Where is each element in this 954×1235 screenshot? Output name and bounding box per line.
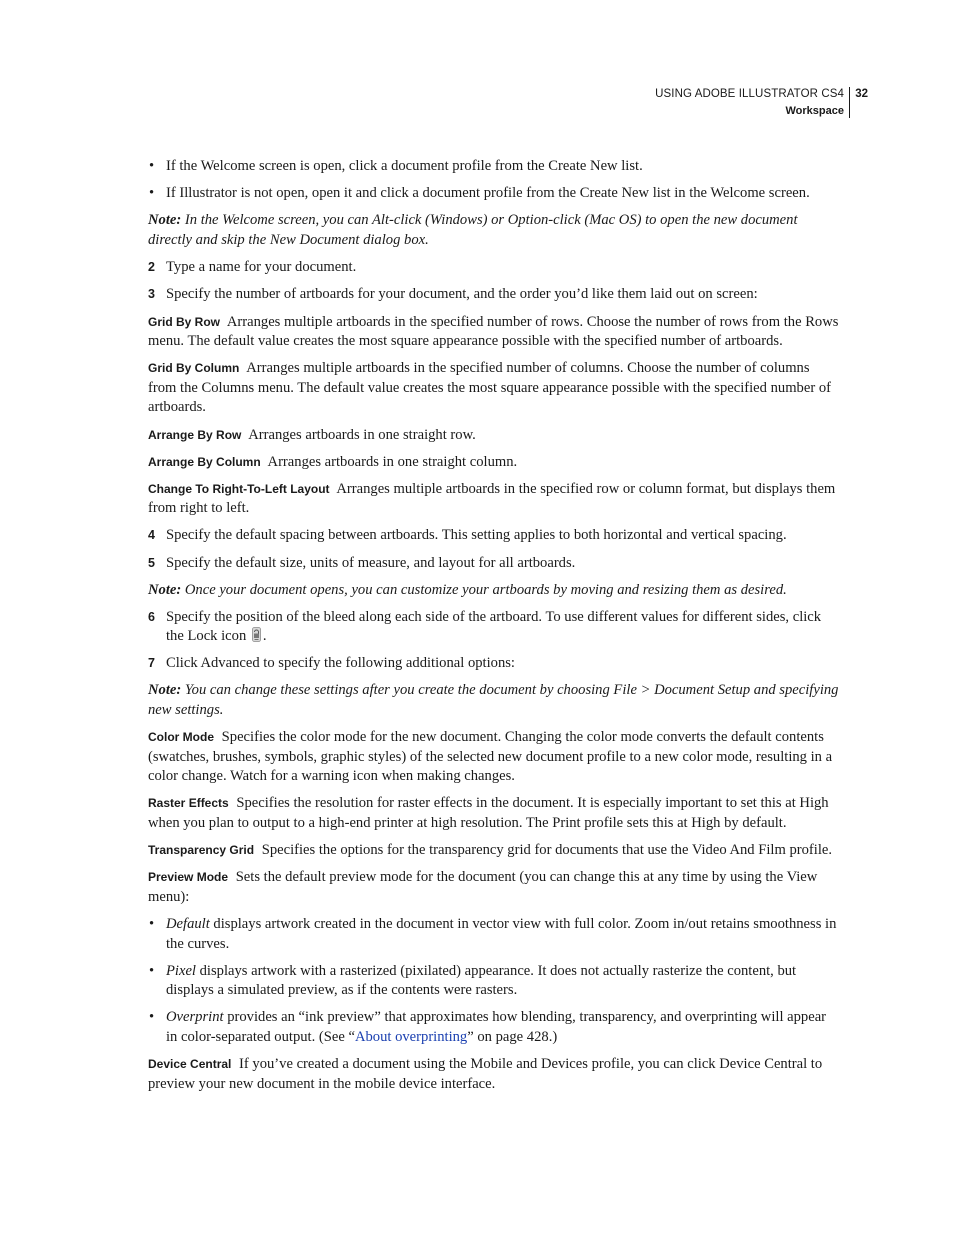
bullet-mark: • xyxy=(149,158,155,174)
option-transparency-grid xyxy=(148,841,840,861)
list-item xyxy=(148,157,840,177)
note-text: In the Welcome screen, you can Alt-click (Windows) or Option-click (Mac OS) to open the new document directly and skip the New Document dialog box. xyxy=(148,212,798,248)
page-body xyxy=(148,157,840,1102)
bullet-text-end: ” on page 428.) xyxy=(467,1028,558,1045)
option-text: Specifies the color mode for the new document. Changing the color mode converts the default contents (swatches, brushes, symbols, graphic styles) of the selected new document profile to a new color mode, resulting in a color change. Watch for a warning icon when making changes. xyxy=(148,729,833,785)
option-text: If you’ve created a document using the Mobile and Devices profile, you can click Device Central to preview your new document in the mobile device interface. xyxy=(148,1055,823,1092)
option-term: Preview Mode xyxy=(148,870,229,885)
step-6 xyxy=(148,608,840,647)
step-number: 7 xyxy=(148,656,155,671)
option-term: Change To Right-To-Left Layout xyxy=(148,481,330,496)
option-term: Grid By Column xyxy=(148,361,240,376)
note-text: Once your document opens, you can customize your artboards by moving and resizing them as desired. xyxy=(184,581,787,598)
step-number: 2 xyxy=(148,260,155,275)
bullet-mark: • xyxy=(149,1009,155,1026)
option-term: Transparency Grid xyxy=(148,843,255,858)
about-overprinting-link[interactable]: About overprinting xyxy=(354,1028,468,1045)
list-item xyxy=(148,1008,840,1047)
option-term: Arrange By Column xyxy=(148,454,261,469)
option-term: Grid By Row xyxy=(148,314,221,329)
option-preview-mode xyxy=(148,868,840,907)
note-label: Note: xyxy=(148,682,182,699)
step-3 xyxy=(148,285,840,305)
header-divider xyxy=(849,87,850,118)
bullet-mark: • xyxy=(149,915,155,932)
step-number: 3 xyxy=(148,287,155,302)
step-4 xyxy=(148,526,840,546)
option-right-to-left xyxy=(148,480,840,519)
step-5 xyxy=(148,554,840,574)
option-text: Specifies the options for the transparency grid for documents that use the Video And Film profile. xyxy=(261,842,833,859)
bullet-mark: • xyxy=(149,962,155,979)
step-text-end: . xyxy=(262,628,267,645)
step-text: Specify the default spacing between artboards. This setting applies to both horizontal and vertical spacing. xyxy=(166,527,787,544)
list-item xyxy=(148,184,840,204)
option-grid-by-column xyxy=(148,359,840,418)
step-text: Specify the number of artboards for your document, and the order you’d like them laid out on screen: xyxy=(166,286,758,303)
option-arrange-by-row xyxy=(148,426,840,446)
step-number: 4 xyxy=(148,528,155,543)
note-label: Note: xyxy=(148,212,182,229)
option-text: Arranges artboards in one straight column. xyxy=(267,453,518,470)
doc-title: USING ADOBE ILLUSTRATOR CS4 xyxy=(655,88,844,100)
note-label: Note: xyxy=(148,581,182,598)
option-text: Specifies the resolution for raster effects in the document. It is especially important to set this at High when you plan to output to a high-end printer at high resolution. The Print profile sets this at High by default. xyxy=(148,795,829,832)
step-text: Specify the position of the bleed along each side of the artboard. To use different values for different sides, click the Lock icon xyxy=(166,608,822,645)
option-term: Raster Effects xyxy=(148,796,229,811)
note-artboards xyxy=(148,581,840,601)
list-item xyxy=(148,962,840,1001)
note-welcome xyxy=(148,211,840,250)
lock-icon xyxy=(252,627,261,642)
option-device-central xyxy=(148,1055,840,1094)
bullet-text: If the Welcome screen is open, click a document profile from the Create New list. xyxy=(166,158,643,174)
option-term: Arrange By Row xyxy=(148,427,242,442)
option-term: Color Mode xyxy=(148,730,214,745)
bullet-text: displays artwork created in the document in vector view with full color. Zoom in/out retains smoothness in the curves. xyxy=(166,915,837,952)
note-text: You can change these settings after you create the document by choosing File > Document Setup and specifying new settings. xyxy=(148,682,839,719)
bullet-text: displays artwork with a rasterized (pixilated) appearance. It does not actually rasterize the content, but displays a simulated preview, as if the contents were rasters. xyxy=(166,962,797,999)
step-number: 5 xyxy=(148,555,155,570)
section-name: Workspace xyxy=(785,105,844,117)
bullet-mark: • xyxy=(149,185,155,202)
option-grid-by-row xyxy=(148,313,840,352)
bullet-text: If Illustrator is not open, open it and click a document profile from the Create New list in the Welcome screen. xyxy=(166,185,810,202)
running-header xyxy=(655,86,868,120)
step-number: 6 xyxy=(148,609,155,624)
step-2 xyxy=(148,258,840,278)
option-text: Sets the default preview mode for the document (you can change this at any time by using the View menu): xyxy=(148,869,818,905)
step-7 xyxy=(148,654,840,674)
bullet-text: provides an “ink preview” that approximates how blending, transparency, and overprinting will appear in color-separated output. (See “ xyxy=(166,1009,827,1045)
step-text: Type a name for your document. xyxy=(166,259,357,276)
option-color-mode xyxy=(148,728,840,787)
option-term: Device Central xyxy=(148,1056,232,1071)
bullet-term: Pixel xyxy=(166,962,196,979)
note-settings xyxy=(148,681,840,720)
option-text: Arranges multiple artboards in the specified number of rows. Choose the number of rows from the Rows menu. The default value creates the most square appearance possible with the specified number of artboards. xyxy=(148,313,839,350)
list-item xyxy=(148,915,840,954)
option-text: Arranges artboards in one straight row. xyxy=(248,426,476,443)
option-text: Arranges multiple artboards in the specified row or column format, but displays them from right to left. xyxy=(148,480,836,517)
step-text: Specify the default size, units of measure, and layout for all artboards. xyxy=(166,554,576,571)
step-text: Click Advanced to specify the following additional options: xyxy=(166,655,515,672)
page-number: 32 xyxy=(855,88,868,100)
option-raster-effects xyxy=(148,794,840,833)
option-text: Arranges multiple artboards in the specified number of columns. Choose the number of columns from the Columns menu. The default value creates the most square appearance possible with the specified number of artboards. xyxy=(148,360,831,416)
option-arrange-by-column xyxy=(148,453,840,473)
bullet-term: Overprint xyxy=(166,1009,224,1026)
bullet-term: Default xyxy=(166,915,210,932)
